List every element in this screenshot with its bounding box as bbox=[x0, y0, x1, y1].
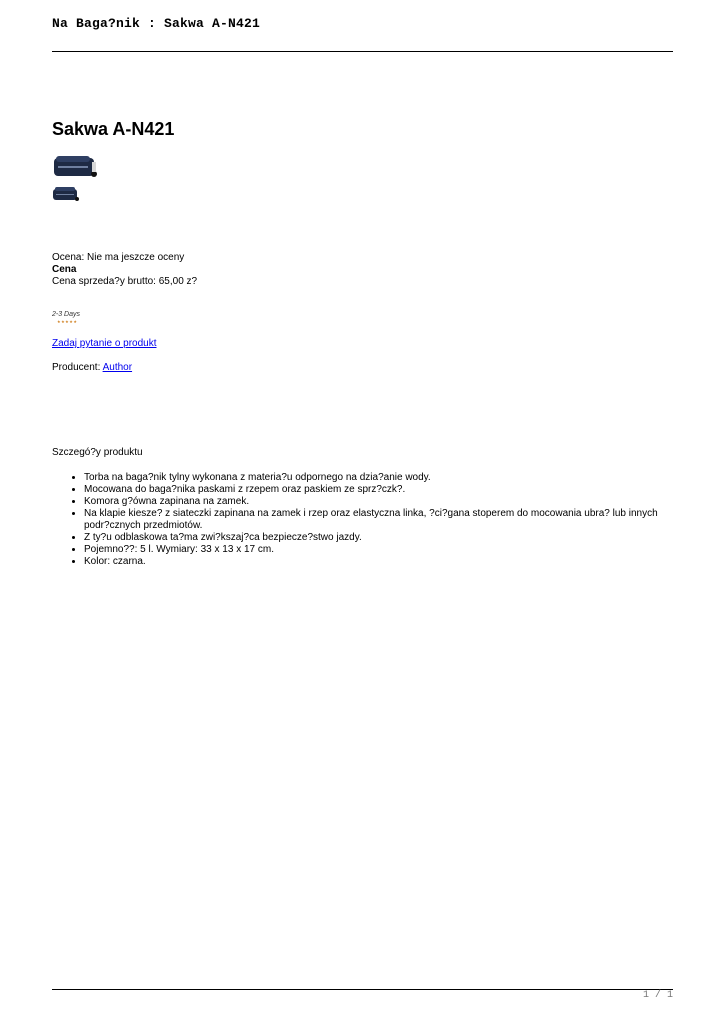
product-image-thumbnail[interactable] bbox=[52, 184, 80, 205]
producer-label: Producent: bbox=[52, 362, 103, 373]
list-item: • Z ty?u odblaskowa ta?ma zwi?kszaj?ca bezpiecze?stwo jazdy. bbox=[84, 532, 684, 544]
list-item: • Na klapie kiesze? z siateczki zapinana na zamek i rzep oraz elastyczna linka, ?ci?gana stoperem do mocowania ubra? lub innych podr?cznych przedmiotów. bbox=[84, 508, 684, 532]
list-item: • Mocowana do baga?nika paskami z rzepem oraz paskiem ze sprz?czk?. bbox=[84, 484, 684, 496]
list-item: • Pojemno??: 5 l. Wymiary: 33 x 13 x 17 cm. bbox=[84, 544, 684, 556]
producer-link[interactable]: Author bbox=[102, 362, 133, 373]
page-header-title: Na Baga?nik : Sakwa A-N421 bbox=[52, 16, 261, 31]
delivery-stars-icon: ★★★★★ bbox=[57, 319, 78, 324]
rating-text: Ocena: Nie ma jeszcze oceny bbox=[52, 252, 185, 263]
list-item: • Torba na baga?nik tylny wykonana z materia?u odpornego na dzia?anie wody. bbox=[84, 472, 684, 484]
price-heading: Cena bbox=[52, 264, 77, 275]
producer-row bbox=[52, 362, 132, 374]
details-list bbox=[52, 472, 684, 568]
product-image-main[interactable] bbox=[52, 150, 98, 184]
list-item: • Kolor: czarna. bbox=[84, 556, 684, 568]
ask-question-link[interactable]: Zadaj pytanie o produkt bbox=[52, 338, 157, 349]
product-title: Sakwa A-N421 bbox=[52, 119, 175, 139]
header-divider bbox=[52, 51, 673, 52]
footer-divider bbox=[52, 989, 673, 990]
list-item: • Komora g?ówna zapinana na zamek. bbox=[84, 496, 684, 508]
details-heading: Szczegó?y produktu bbox=[52, 447, 143, 458]
page-number: 1 / 1 bbox=[642, 990, 673, 1001]
price-text: Cena sprzeda?y brutto: 65,00 z? bbox=[52, 276, 198, 287]
delivery-badge: 2-3 Days bbox=[52, 311, 81, 318]
